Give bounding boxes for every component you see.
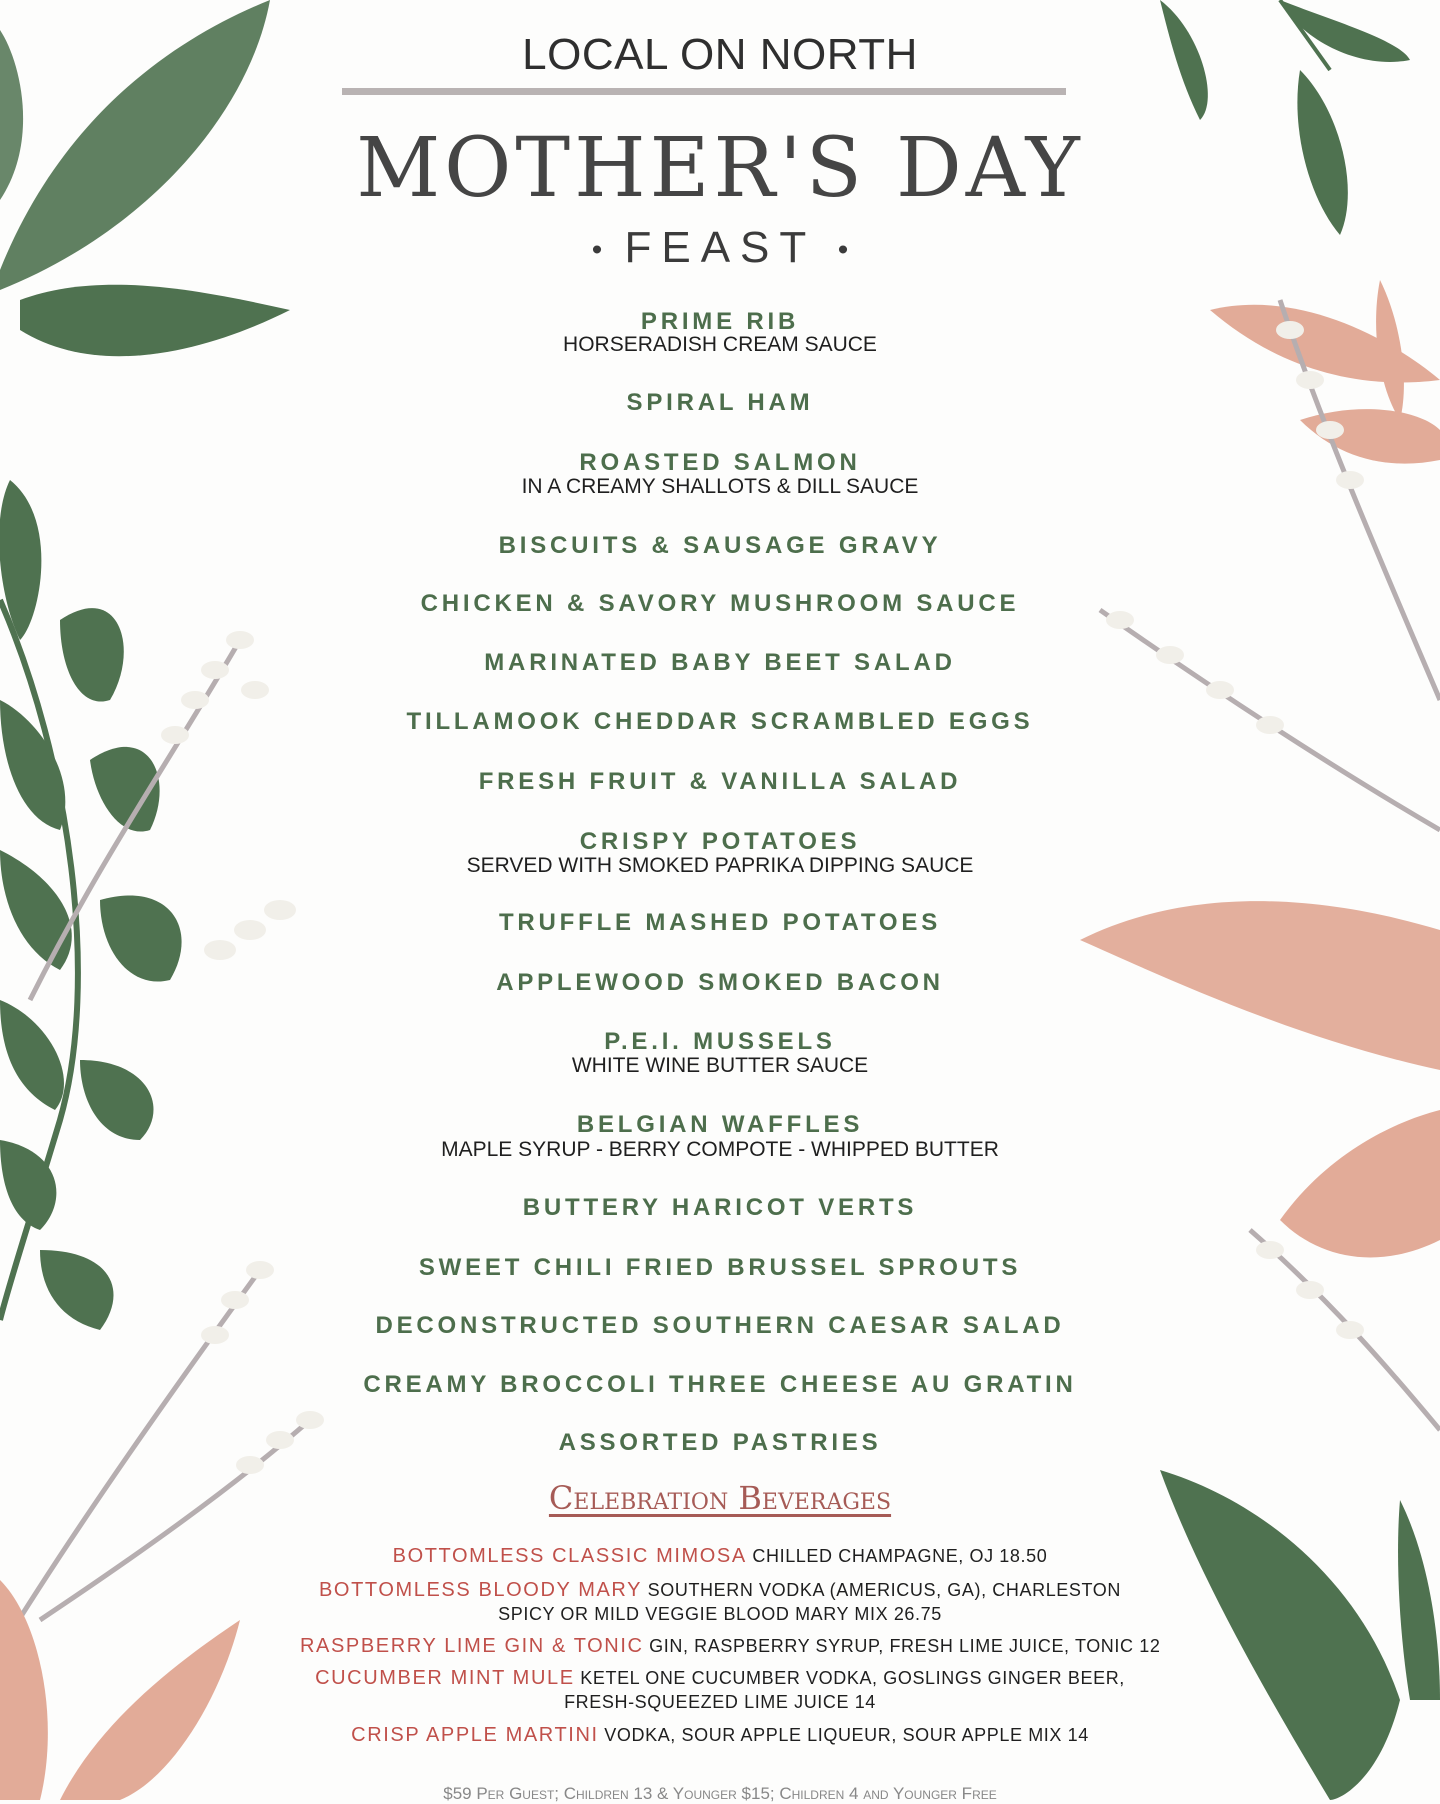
beverage-description: SOUTHERN VODKA (AMERICUS, GA), CHARLESTON: [647, 1580, 1121, 1600]
dish-name: P.E.I. MUSSELS: [604, 1028, 836, 1055]
dish-description: MAPLE SYRUP - BERRY COMPOTE - WHIPPED BUTTER: [441, 1138, 999, 1161]
pricing-footer: $59 Per Guest; Children 13 & Younger $15; Children 4 and Younger Free: [443, 1784, 997, 1803]
header-divider: [342, 88, 1066, 95]
dish-name: CHICKEN & SAVORY MUSHROOM SAUCE: [420, 590, 1020, 617]
dish-name: DECONSTRUCTED SOUTHERN CAESAR SALAD: [375, 1312, 1065, 1339]
dish-name: CREAMY BROCCOLI THREE CHEESE AU GRATIN: [363, 1371, 1077, 1398]
beverage-name: RASPBERRY LIME GIN & TONIC: [300, 1635, 644, 1657]
beverage-item: [300, 1723, 1140, 1748]
dish-name: ROASTED SALMON: [579, 449, 861, 476]
beverage-item: [300, 1634, 1161, 1659]
dish-name: BELGIAN WAFFLES: [576, 1111, 864, 1138]
page-title: MOTHER'S DAY: [356, 121, 1084, 216]
dish-description: HORSERADISH CREAM SAUCE: [563, 333, 877, 356]
leaf-icon: [1080, 280, 1440, 1257]
beverage-name: BOTTOMLESS CLASSIC MIMOSA: [392, 1545, 747, 1567]
beverage-item: [300, 1666, 1140, 1714]
leaf-icon: [1160, 1470, 1440, 1800]
beverage-name: CUCUMBER MINT MULE: [315, 1667, 575, 1689]
dish-name: PRIME RIB: [640, 308, 800, 335]
dish-name: MARINATED BABY BEET SALAD: [484, 649, 956, 676]
dish-name: TILLAMOOK CHEDDAR SCRAMBLED EGGS: [406, 708, 1034, 735]
dish-name: APPLEWOOD SMOKED BACON: [496, 969, 944, 996]
beverage-name: CRISP APPLE MARTINI: [351, 1724, 599, 1746]
beverage-name: BOTTOMLESS BLOODY MARY: [318, 1579, 643, 1601]
subtitle-text: FEAST: [624, 223, 816, 272]
dish-name: BISCUITS & SAUSAGE GRAVY: [498, 532, 942, 559]
dish-name: ASSORTED PASTRIES: [558, 1429, 882, 1456]
beverage-item: [300, 1578, 1140, 1626]
beverage-description: FRESH-SQUEEZED LIME JUICE 14: [564, 1692, 876, 1712]
dot-icon: •: [591, 233, 603, 267]
beverage-description: GIN, RASPBERRY SYRUP, FRESH LIME JUICE, TONIC 12: [649, 1636, 1161, 1656]
beverage-description: SPICY OR MILD VEGGIE BLOOD MARY MIX 26.75: [498, 1604, 942, 1624]
dish-name: FRESH FRUIT & VANILLA SALAD: [478, 768, 962, 795]
dish-name: CRISPY POTATOES: [579, 828, 861, 855]
dish-description: WHITE WINE BUTTER SAUCE: [571, 1054, 869, 1077]
beverage-description: VODKA, SOUR APPLE LIQUEUR, SOUR APPLE MIX 14: [604, 1725, 1089, 1745]
dish-name: SPIRAL HAM: [626, 389, 814, 416]
leaf-icon: [0, 0, 290, 356]
dish-description: IN A CREAMY SHALLOTS & DILL SAUCE: [521, 475, 919, 498]
leaf-icon: [1160, 0, 1410, 235]
sprig-icon: [1100, 300, 1440, 1430]
beverage-description: CHILLED CHAMPAGNE, OJ 18.50: [752, 1546, 1048, 1566]
page-subtitle: [300, 223, 1140, 272]
dot-icon: •: [837, 233, 849, 267]
beverages-title: Celebration Beverages: [548, 1479, 892, 1517]
beverage-description: KETEL ONE CUCUMBER VODKA, GOSLINGS GINGER BEER,: [580, 1668, 1125, 1688]
vine-icon: [0, 480, 182, 1330]
beverage-item: [300, 1544, 1140, 1569]
restaurant-name: LOCAL ON NORTH: [522, 30, 918, 79]
dish-description: SERVED WITH SMOKED PAPRIKA DIPPING SAUCE: [466, 854, 974, 877]
dish-name: SWEET CHILI FRIED BRUSSEL SPROUTS: [418, 1254, 1022, 1281]
leaf-icon: [0, 1580, 240, 1800]
dish-name: TRUFFLE MASHED POTATOES: [498, 909, 942, 936]
dish-name: BUTTERY HARICOT VERTS: [522, 1194, 918, 1221]
